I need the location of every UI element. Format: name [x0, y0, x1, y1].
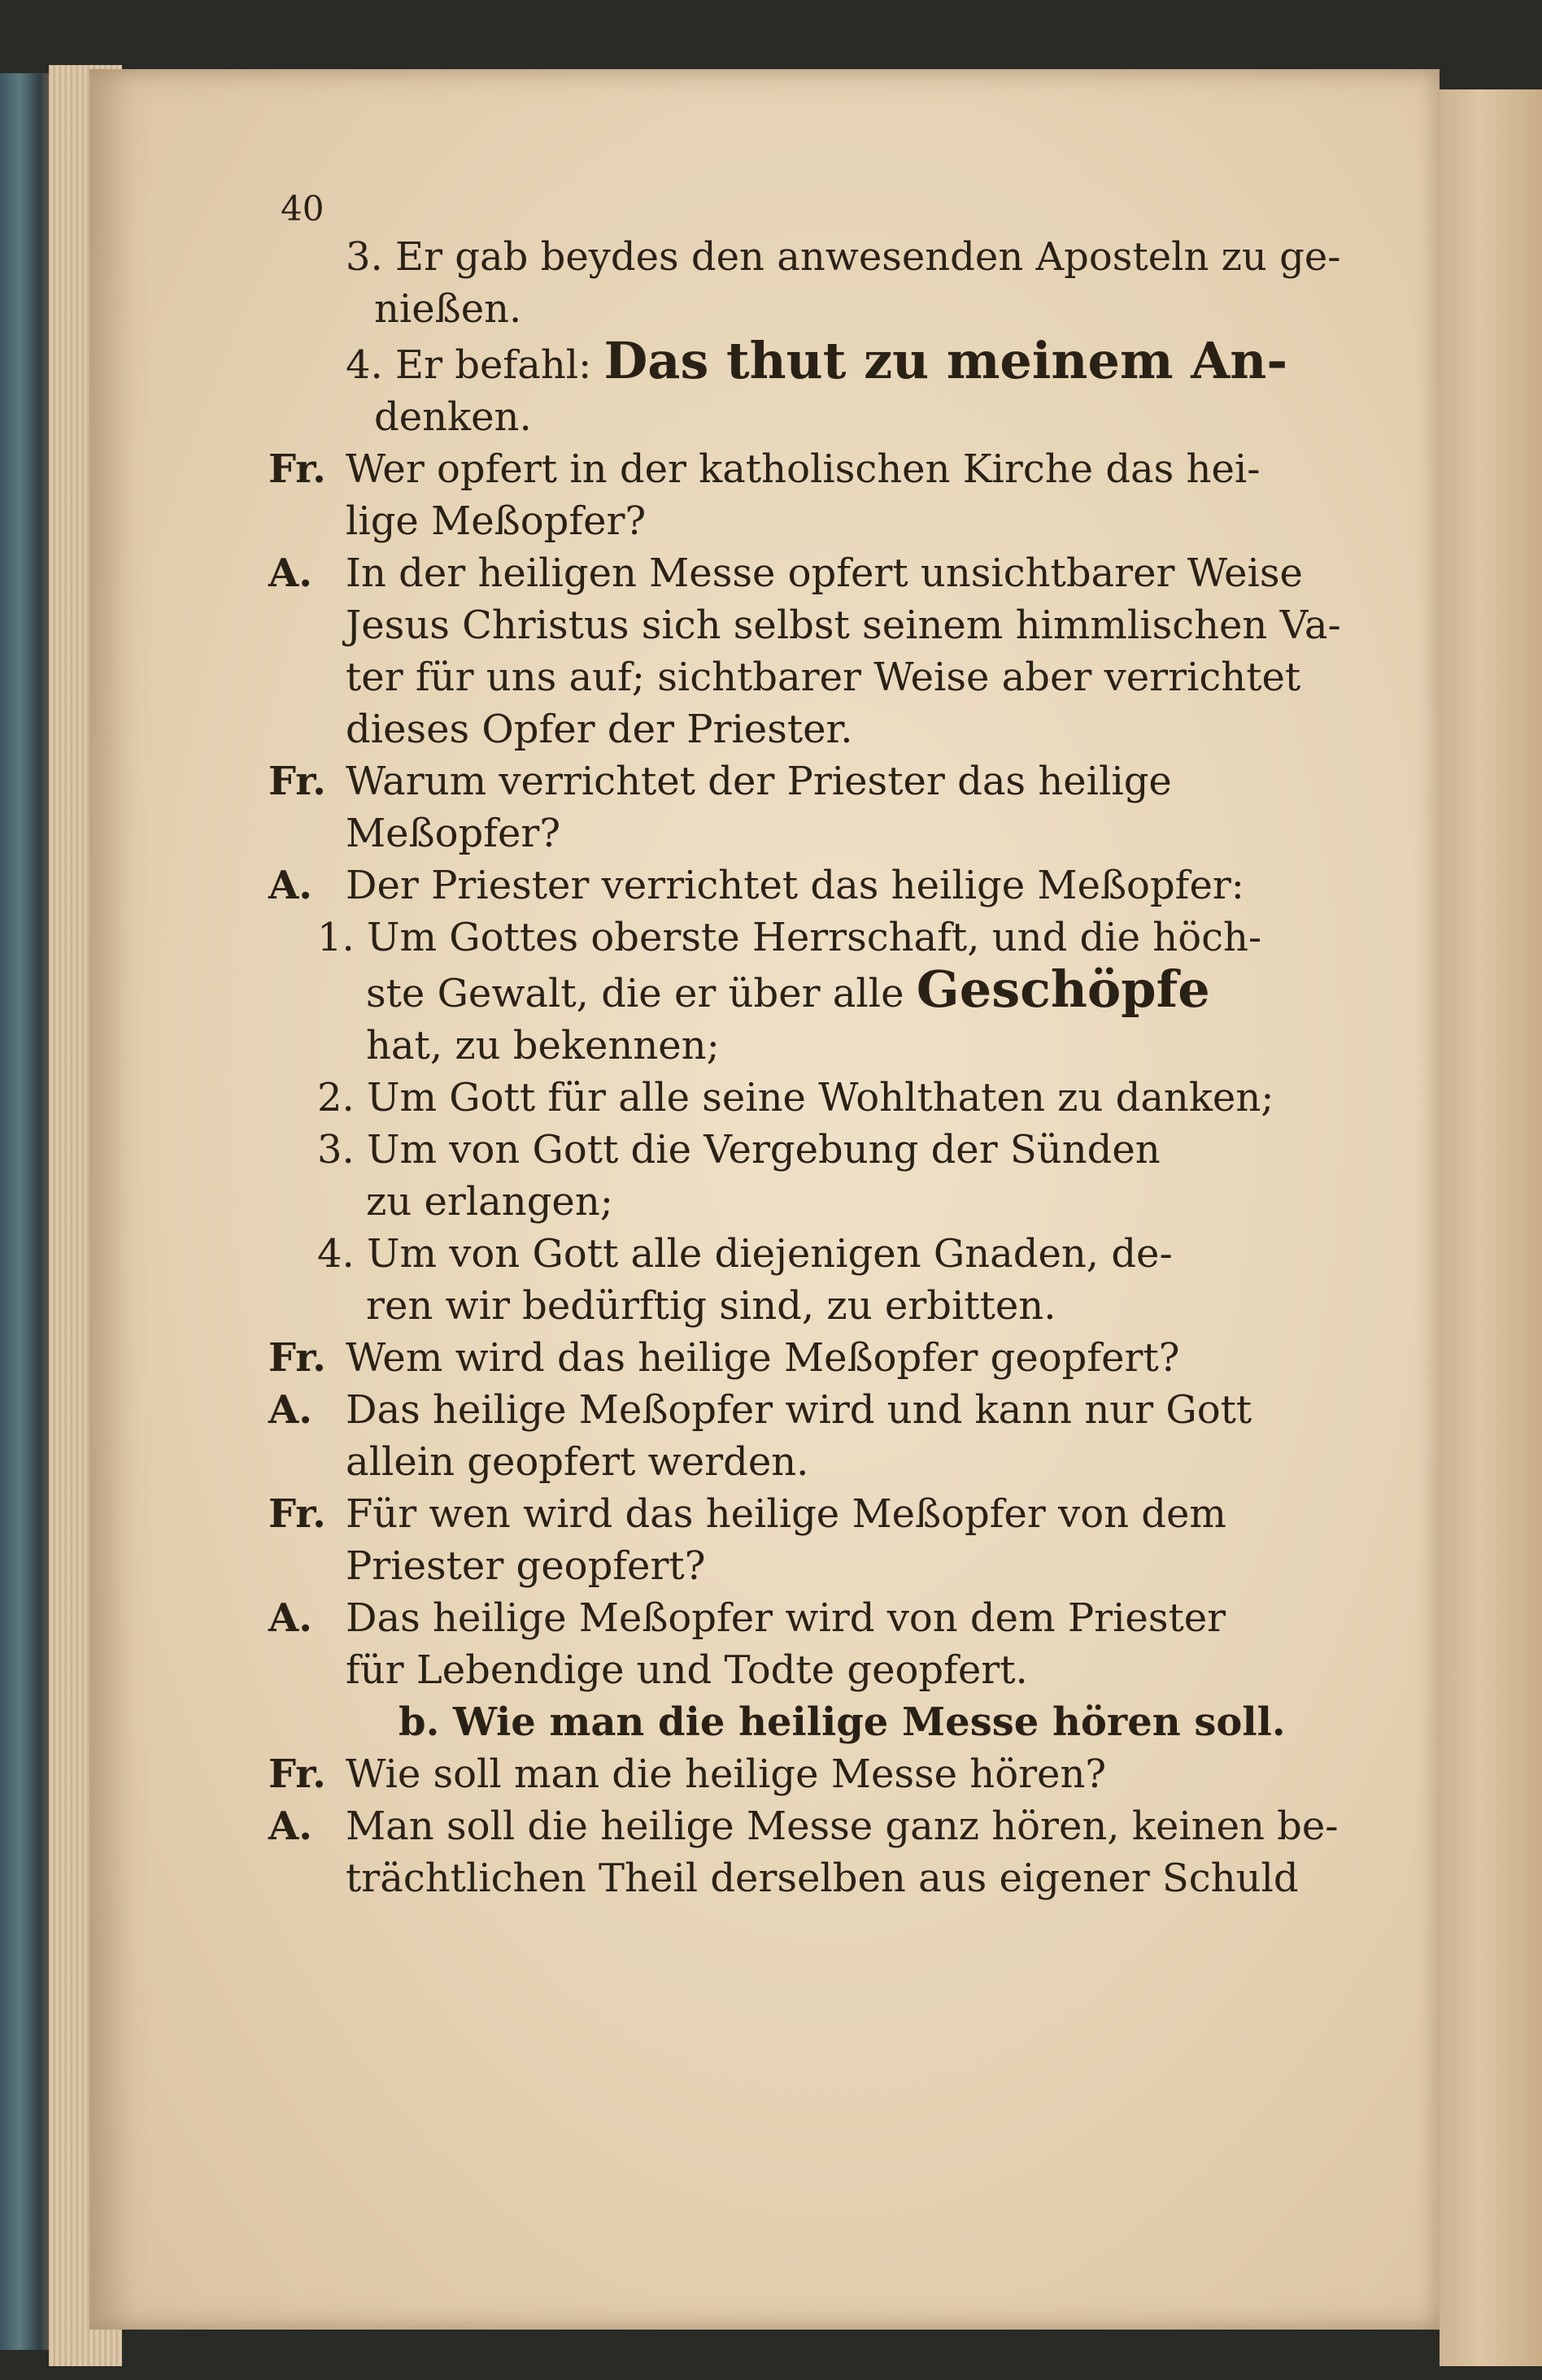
question-line	[268, 1488, 1326, 1540]
emphasized-text: Das thut zu meinem An-	[603, 331, 1288, 390]
text-segment: Das heilige Meßopfer wird von dem Priester	[346, 1595, 1226, 1641]
text-line: denken.	[374, 394, 532, 440]
text-segment: 4. Er befahl:	[346, 342, 592, 388]
question-line	[268, 755, 1326, 807]
answer-line	[268, 859, 1326, 912]
answer-label: A.	[268, 550, 312, 596]
text-line: lige Meßopfer?	[346, 498, 647, 544]
emphasized-text: Geschöpfe	[916, 959, 1210, 1019]
answer-label: A.	[268, 863, 312, 908]
text-line: Jesus Christus sich selbst seinem himmlischen Va-	[346, 603, 1341, 648]
answer-line	[268, 1384, 1326, 1436]
question-label: Fr.	[268, 1491, 326, 1537]
text-line	[268, 331, 1326, 391]
page-number: 40	[281, 189, 325, 228]
text-segment: Wer opfert in der katholischen Kirche das hei-	[346, 446, 1261, 492]
question-line	[268, 1332, 1326, 1384]
text-line: hat, zu bekennen;	[366, 1023, 720, 1068]
text-segment: In der heiligen Messe opfert unsichtbarer Weise	[346, 550, 1303, 596]
answer-label: A.	[268, 1803, 312, 1849]
question-label: Fr.	[268, 759, 326, 804]
question-label: Fr.	[268, 1751, 326, 1797]
text-segment: Warum verrichtet der Priester das heilige	[346, 759, 1172, 804]
text-line: ren wir bedürftig sind, zu erbitten.	[366, 1283, 1056, 1329]
text-line: 3. Um von Gott die Vergebung der Sünden	[317, 1127, 1161, 1173]
text-line: 3. Er gab beydes den anwesenden Aposteln zu ge-	[346, 234, 1341, 280]
text-line: Meßopfer?	[346, 811, 561, 856]
text-segment: Wie soll man die heilige Messe hören?	[346, 1751, 1107, 1797]
text-segment: Für wen wird das heilige Meßopfer von dem	[346, 1491, 1226, 1537]
text-line	[268, 959, 1326, 1020]
answer-line	[268, 1800, 1339, 1852]
text-line: Priester geopfert?	[346, 1543, 706, 1589]
question-label: Fr.	[268, 1335, 326, 1381]
text-segment: Der Priester verrichtet das heilige Meßopfer:	[346, 863, 1244, 908]
text-line: zu erlangen;	[366, 1179, 613, 1225]
next-page-edge	[1440, 89, 1542, 2366]
section-heading: b. Wie man die heilige Messe hören soll.	[399, 1699, 1286, 1745]
text-line: dieses Opfer der Priester.	[346, 707, 853, 752]
page-text	[268, 179, 1341, 1904]
text-line: für Lebendige und Todte geopfert.	[346, 1647, 1028, 1693]
text-line: 4. Um von Gott alle diejenigen Gnaden, de-	[317, 1231, 1173, 1277]
text-line: trächtlichen Theil derselben aus eigener Schuld	[346, 1856, 1299, 1901]
question-line	[268, 443, 1326, 495]
text-segment: Wem wird das heilige Meßopfer geopfert?	[346, 1335, 1180, 1381]
text-segment: ste Gewalt, die er über alle	[366, 971, 904, 1016]
answer-label: A.	[268, 1387, 312, 1433]
question-label: Fr.	[268, 446, 326, 492]
answer-label: A.	[268, 1595, 312, 1641]
text-segment: Man soll die heilige Messe ganz hören, keinen be-	[346, 1803, 1339, 1849]
text-line: 2. Um Gott für alle seine Wohlthaten zu danken;	[317, 1075, 1274, 1120]
answer-line	[268, 1592, 1326, 1644]
text-line: allein geopfert werden.	[346, 1439, 809, 1485]
text-line: nießen.	[374, 286, 522, 332]
text-line: 1. Um Gottes oberste Herrschaft, und die höch-	[317, 915, 1262, 960]
question-line	[268, 1748, 1326, 1800]
text-segment: Das heilige Meßopfer wird und kann nur Gott	[346, 1387, 1252, 1433]
text-line: ter für uns auf; sichtbarer Weise aber verrichtet	[346, 655, 1301, 700]
answer-line	[268, 547, 1326, 599]
